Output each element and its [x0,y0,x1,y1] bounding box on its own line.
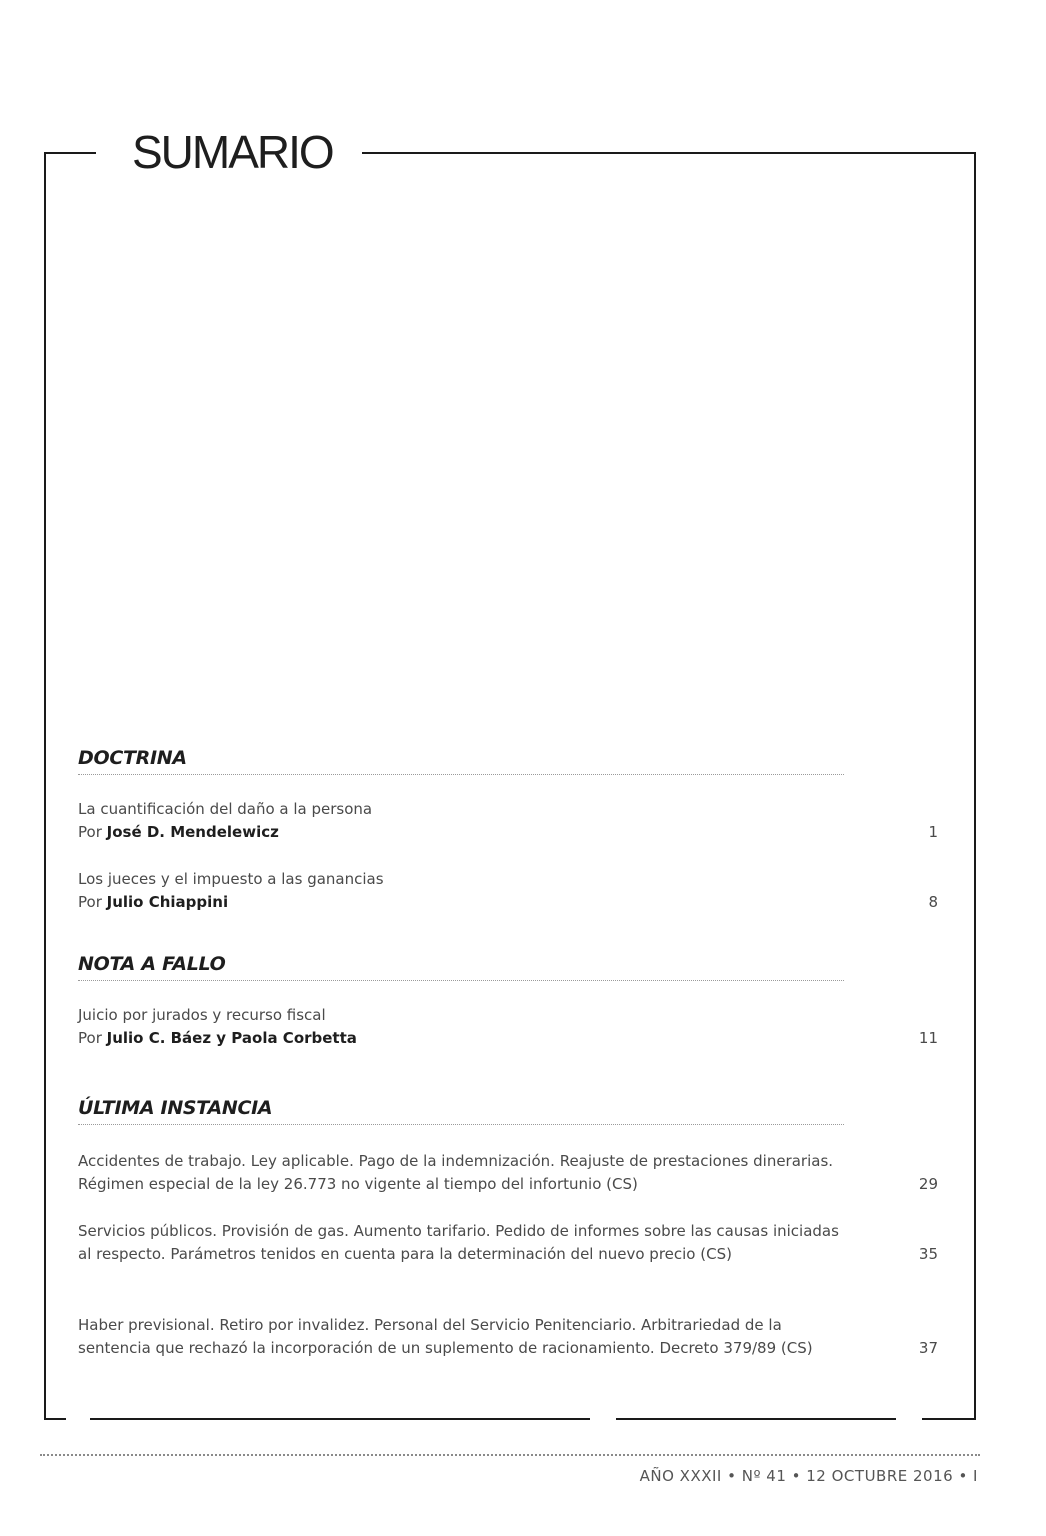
section-ultima-instancia [78,1096,844,1125]
frame-gap [896,1416,922,1424]
entry-by: Por [78,893,107,911]
entry-author-line [78,891,938,914]
entry-page: 8 [928,893,938,911]
page-title: SUMARIO [132,126,333,178]
section-heading: ÚLTIMA INSTANCIA [78,1096,844,1125]
toc-entry[interactable] [78,798,938,844]
frame-gap [590,1416,616,1424]
section-nota-a-fallo [78,952,844,981]
entry-page: 11 [918,1029,938,1047]
entry-author-line [78,1027,938,1050]
entry-author: José D. Mendelewicz [106,823,279,841]
entry-by: Por [78,1029,107,1047]
toc-entry[interactable] [78,1220,938,1266]
entry-author-line [78,821,938,844]
entry-page: 37 [918,1339,938,1357]
toc-entry[interactable] [78,1004,938,1050]
section-heading: DOCTRINA [78,746,844,775]
page-footer: AÑO XXXII • Nº 41 • 12 OCTUBRE 2016 • I [639,1467,978,1485]
entry-title: Juicio por jurados y recurso fiscal [78,1006,326,1024]
entry-page: 35 [918,1245,938,1263]
section-doctrina [78,746,844,775]
entry-author: Julio C. Báez y Paola Corbetta [106,1029,357,1047]
entry-title: Los jueces y el impuesto a las ganancias [78,870,384,888]
entry-text: Accidentes de trabajo. Ley aplicable. Pago de la indemnización. Reajuste de prestaciones dinerarias. Régimen especial de la ley 26.773 no vigente al tiempo del infortunio (CS) [78,1152,834,1193]
entry-text: Haber previsional. Retiro por invalidez. Personal del Servicio Penitenciario. Arbitrariedad de la sentencia que rechazó la incorporación de un suplemento de racionamiento. Decreto 379/89 (CS) [78,1316,813,1357]
entry-title: La cuantificación del daño a la persona [78,800,373,818]
toc-entry[interactable] [78,1150,938,1196]
entry-page: 29 [918,1175,938,1193]
entry-by: Por [78,823,107,841]
toc-entry[interactable] [78,1314,938,1360]
section-heading: NOTA A FALLO [78,952,844,981]
entry-text: Servicios públicos. Provisión de gas. Aumento tarifario. Pedido de informes sobre las causas iniciadas al respecto. Parámetros tenidos en cuenta para la determinación del nuevo precio (CS) [78,1222,839,1263]
entry-author: Julio Chiappini [106,893,229,911]
toc-entry[interactable] [78,868,938,914]
entry-page: 1 [928,823,938,841]
footer-divider [40,1454,980,1456]
frame-gap [66,1416,90,1424]
